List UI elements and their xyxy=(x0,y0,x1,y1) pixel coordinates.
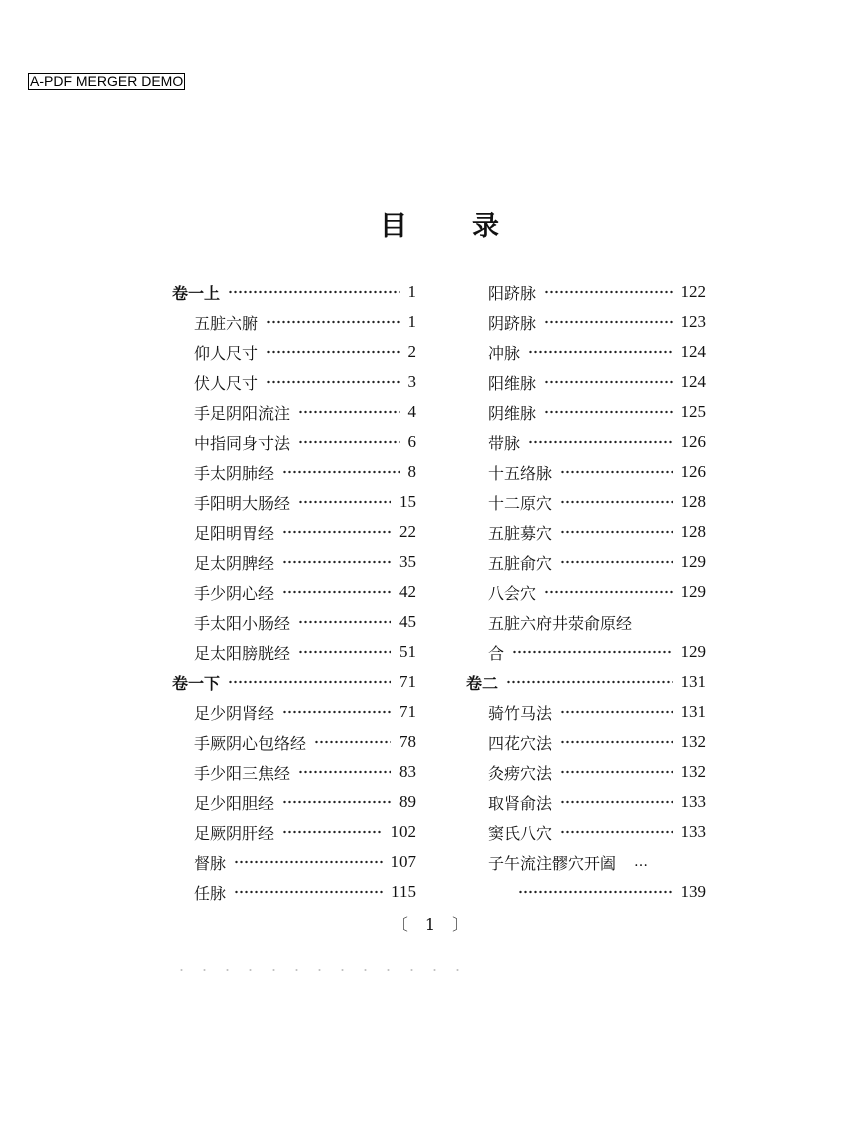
toc-entry[interactable] xyxy=(466,667,706,697)
dot-leader xyxy=(282,589,391,595)
entry-page: 71 xyxy=(399,702,416,721)
entry-page: 83 xyxy=(399,762,416,781)
entry-label: 手厥阴心包络经 xyxy=(194,733,307,753)
entry-page: 132 xyxy=(680,762,706,781)
toc-entry[interactable] xyxy=(172,787,416,817)
entry-page: 51 xyxy=(399,642,416,661)
entry-page: 129 xyxy=(680,552,706,571)
entry-label: 卷一下 xyxy=(172,673,221,693)
dot-leader xyxy=(544,589,672,595)
dot-leader xyxy=(282,829,382,835)
dot-leader xyxy=(518,889,673,895)
page-number: 〔 1 〕 xyxy=(391,915,475,934)
entry-label: 阳跻脉 xyxy=(488,283,537,303)
entry-page: 78 xyxy=(399,732,416,751)
toc-entry[interactable] xyxy=(172,427,416,457)
toc-right-column xyxy=(466,277,706,907)
toc-entry[interactable] xyxy=(172,487,416,517)
dot-leader xyxy=(298,649,391,655)
dot-leader xyxy=(266,349,399,355)
toc-entry[interactable] xyxy=(172,877,416,907)
entry-label: 四花穴法 xyxy=(488,733,553,753)
toc-entry[interactable] xyxy=(172,547,416,577)
toc-entry[interactable] xyxy=(466,367,706,397)
toc-entry[interactable] xyxy=(466,727,706,757)
entry-label: 阳维脉 xyxy=(488,373,537,393)
entry-page: 125 xyxy=(680,402,706,421)
toc-entry[interactable] xyxy=(466,427,706,457)
entry-label: 窦氏八穴 xyxy=(488,823,553,843)
entry-page: 131 xyxy=(680,702,706,721)
page-title xyxy=(0,204,866,244)
watermark-label: A-PDF MERGER DEMO xyxy=(30,73,184,89)
entry-page: 131 xyxy=(680,672,706,691)
entry-label: 五脏俞穴 xyxy=(488,553,553,573)
entry-label: 五脏募穴 xyxy=(488,523,553,543)
dot-leader xyxy=(282,559,391,565)
dot-leader xyxy=(298,769,391,775)
toc-entry[interactable] xyxy=(466,757,706,787)
toc-entry[interactable] xyxy=(172,727,416,757)
entry-label: 卷一上 xyxy=(172,283,221,303)
dot-leader xyxy=(528,439,672,445)
entry-label: 足太阴脾经 xyxy=(194,553,275,573)
entry-label: 灸痨穴法 xyxy=(488,763,553,783)
dot-leader xyxy=(560,469,672,475)
entry-page: 122 xyxy=(680,282,706,301)
title-char-1: 目 xyxy=(380,211,407,242)
scan-specks xyxy=(170,968,470,972)
toc-entry[interactable] xyxy=(466,457,706,487)
entry-page: 3 xyxy=(407,372,416,391)
entry-label: 手阳明大肠经 xyxy=(194,493,291,513)
entry-page: 128 xyxy=(680,492,706,511)
toc-entry[interactable] xyxy=(466,307,706,337)
entry-page: 124 xyxy=(680,372,706,391)
entry-page: 133 xyxy=(680,822,706,841)
entry-label: 五脏六腑 xyxy=(194,313,259,333)
title-char-2: 录 xyxy=(472,211,499,242)
dot-leader xyxy=(266,319,399,325)
entry-page: 15 xyxy=(399,492,416,511)
entry-page: 8 xyxy=(407,462,416,481)
entry-page: 128 xyxy=(680,522,706,541)
entry-page: 126 xyxy=(680,432,706,451)
toc-entry[interactable] xyxy=(466,487,706,517)
dot-leader xyxy=(234,859,382,865)
toc-entry[interactable] xyxy=(172,367,416,397)
toc-entry[interactable] xyxy=(466,697,706,727)
entry-label: 带脉 xyxy=(488,433,521,453)
toc-entry[interactable] xyxy=(172,697,416,727)
entry-label: 骑竹马法 xyxy=(488,703,553,723)
entry-page: 139 xyxy=(680,882,706,901)
toc-entry[interactable] xyxy=(172,307,416,337)
toc-entry[interactable] xyxy=(466,397,706,427)
dot-leader xyxy=(560,529,672,535)
entry-page: 2 xyxy=(407,342,416,361)
entry-label: 仰人尺寸 xyxy=(194,343,259,363)
entry-label: 十二原穴 xyxy=(488,493,553,513)
entry-page: 22 xyxy=(399,522,416,541)
dot-leader xyxy=(560,769,672,775)
entry-page: 129 xyxy=(680,582,706,601)
entry-page: 123 xyxy=(680,312,706,331)
toc-entry[interactable] xyxy=(172,817,416,847)
entry-label: 伏人尺寸 xyxy=(194,373,259,393)
toc-entry-continuation[interactable] xyxy=(466,877,706,907)
entry-page: 129 xyxy=(680,642,706,661)
toc-entry[interactable] xyxy=(466,787,706,817)
dot-leader xyxy=(560,559,672,565)
entry-page: 4 xyxy=(407,402,416,421)
entry-page: 42 xyxy=(399,582,416,601)
entry-label: 子午流注髎穴开阖 xyxy=(488,853,617,873)
toc-entry-wrapped[interactable] xyxy=(466,847,706,877)
entry-label: 足太阳膀胱经 xyxy=(194,643,291,663)
dot-leader xyxy=(282,529,391,535)
dot-leader xyxy=(228,289,399,295)
dot-leader xyxy=(560,739,672,745)
entry-page: 1 xyxy=(407,282,416,301)
toc-entry[interactable] xyxy=(172,667,416,697)
dot-leader xyxy=(266,379,399,385)
toc-entry[interactable] xyxy=(172,397,416,427)
dot-leader xyxy=(560,499,672,505)
toc-entry[interactable] xyxy=(172,757,416,787)
toc-entry[interactable] xyxy=(172,577,416,607)
entry-label: 十五络脉 xyxy=(488,463,553,483)
dot-leader xyxy=(228,679,391,685)
entry-label: 取肾俞法 xyxy=(488,793,553,813)
entry-label: 中指同身寸法 xyxy=(194,433,291,453)
entry-label: 足阳明胃经 xyxy=(194,523,275,543)
dot-leader xyxy=(560,799,672,805)
dot-leader xyxy=(282,799,391,805)
dot-leader xyxy=(234,889,383,895)
dot-leader xyxy=(544,289,672,295)
toc-entry[interactable] xyxy=(466,547,706,577)
toc-entry[interactable] xyxy=(172,607,416,637)
dot-leader xyxy=(298,619,391,625)
toc-entry[interactable] xyxy=(172,337,416,367)
ellipsis: … xyxy=(634,854,650,870)
toc-entry[interactable] xyxy=(466,517,706,547)
entry-page: 115 xyxy=(391,882,416,901)
dot-leader xyxy=(298,499,391,505)
entry-page: 71 xyxy=(399,672,416,691)
entry-page: 107 xyxy=(390,852,416,871)
dot-leader xyxy=(282,709,391,715)
entry-page: 102 xyxy=(390,822,416,841)
dot-leader xyxy=(560,709,672,715)
dot-leader xyxy=(544,379,672,385)
toc-entry[interactable] xyxy=(172,277,416,307)
toc-left-column xyxy=(172,277,416,907)
toc-entry[interactable] xyxy=(466,277,706,307)
entry-label: 合 xyxy=(488,643,505,663)
dot-leader xyxy=(314,739,391,745)
entry-label: 八会穴 xyxy=(488,583,537,603)
entry-label: 手太阴肺经 xyxy=(194,463,275,483)
entry-page: 89 xyxy=(399,792,416,811)
entry-page: 126 xyxy=(680,462,706,481)
dot-leader xyxy=(298,439,399,445)
toc-entry[interactable] xyxy=(466,817,706,847)
entry-label: 阴跻脉 xyxy=(488,313,537,333)
entry-label: 冲脉 xyxy=(488,343,521,363)
entry-label: 阴维脉 xyxy=(488,403,537,423)
entry-page: 133 xyxy=(680,792,706,811)
entry-label: 手少阳三焦经 xyxy=(194,763,291,783)
entry-page: 6 xyxy=(407,432,416,451)
toc-entry-continuation[interactable] xyxy=(466,637,706,667)
entry-label: 足少阳胆经 xyxy=(194,793,275,813)
entry-label: 手少阴心经 xyxy=(194,583,275,603)
dot-leader xyxy=(282,469,399,475)
dot-leader xyxy=(544,319,672,325)
dot-leader xyxy=(528,349,672,355)
toc-entry[interactable] xyxy=(466,577,706,607)
entry-page: 1 xyxy=(407,312,416,331)
toc-entry[interactable] xyxy=(172,847,416,877)
dot-leader xyxy=(506,679,672,685)
toc-entry-wrapped[interactable] xyxy=(466,607,706,637)
dot-leader xyxy=(544,409,672,415)
entry-label: 手足阴阳流注 xyxy=(194,403,291,423)
entry-page: 132 xyxy=(680,732,706,751)
dot-leader xyxy=(512,649,672,655)
entry-label: 五脏六府井荥俞原经 xyxy=(488,613,633,633)
entry-label: 任脉 xyxy=(194,883,227,903)
dot-leader xyxy=(298,409,399,415)
entry-label: 卷二 xyxy=(466,673,499,693)
dot-leader xyxy=(560,829,672,835)
entry-page: 35 xyxy=(399,552,416,571)
entry-label: 督脉 xyxy=(194,853,227,873)
toc-entry[interactable] xyxy=(172,637,416,667)
toc-entry[interactable] xyxy=(466,337,706,367)
entry-label: 足厥阴肝经 xyxy=(194,823,275,843)
entry-page: 45 xyxy=(399,612,416,631)
toc-entry[interactable] xyxy=(172,457,416,487)
entry-label: 手太阳小肠经 xyxy=(194,613,291,633)
toc-entry[interactable] xyxy=(172,517,416,547)
entry-page: 124 xyxy=(680,342,706,361)
entry-label: 足少阴肾经 xyxy=(194,703,275,723)
